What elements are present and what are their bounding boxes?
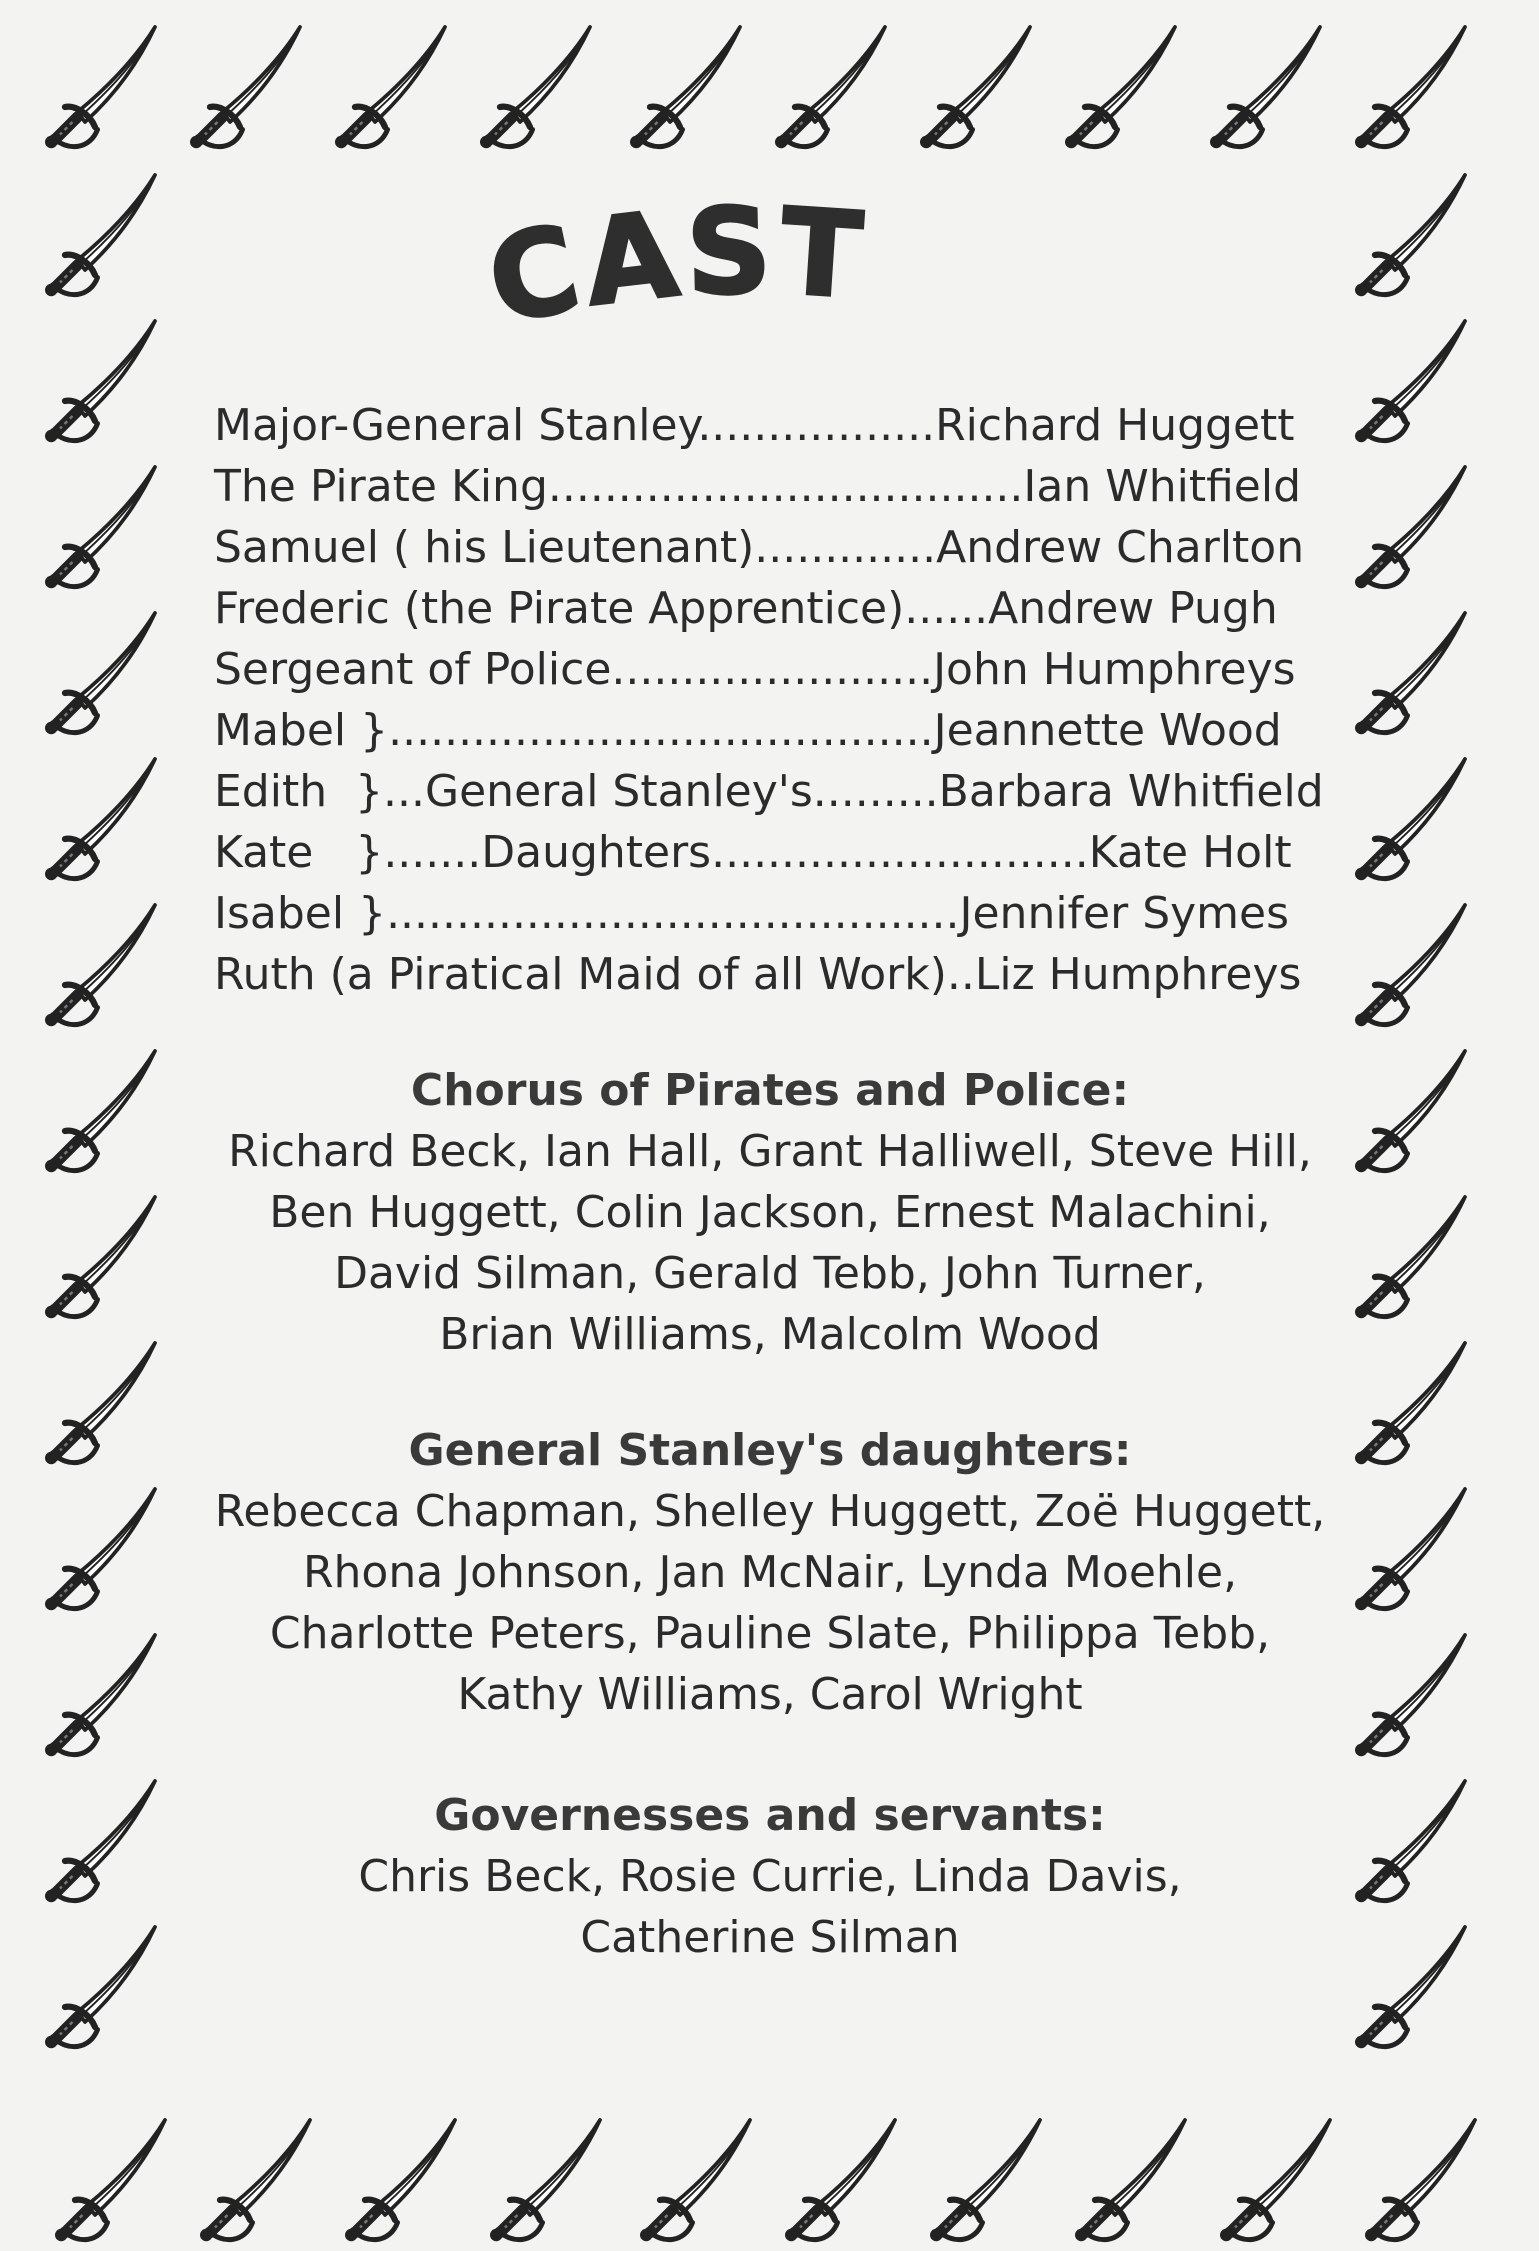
sword-icon xyxy=(335,27,445,148)
sword-icon xyxy=(45,1051,155,1172)
sword-icon xyxy=(1355,1343,1465,1464)
sword-icon xyxy=(1355,1197,1465,1318)
sword-icon xyxy=(920,27,1030,148)
name-line: Rebecca Chapman, Shelley Huggett, Zoë Huggett, xyxy=(214,1486,1326,1537)
sword-icon xyxy=(200,2120,310,2241)
cast-line: Isabel }.........................................Jennifer Symes xyxy=(214,888,1290,939)
sword-icon xyxy=(55,2120,165,2241)
sword-icon xyxy=(1355,27,1465,148)
sword-icon xyxy=(1355,1489,1465,1610)
chorus-section xyxy=(190,1060,1350,1365)
sword-icon xyxy=(45,759,155,880)
sword-icon xyxy=(1355,1635,1465,1756)
sword-icon xyxy=(1355,467,1465,588)
cast-line: Ruth (a Piratical Maid of all Work)..Liz Humphreys xyxy=(214,949,1302,1000)
governesses-section xyxy=(190,1785,1350,1968)
sword-icon xyxy=(45,1197,155,1318)
cast-title xyxy=(0,185,1539,355)
svg-text:CAST xyxy=(477,185,872,351)
sword-icon xyxy=(45,1343,155,1464)
cast-line: Samuel ( his Lieutenant).............Andrew Charlton xyxy=(214,522,1305,573)
name-line: Kathy Williams, Carol Wright xyxy=(457,1669,1083,1720)
sword-icon xyxy=(1355,1927,1465,2048)
cast-line: Major-General Stanley.................Richard Huggett xyxy=(214,400,1295,451)
sword-icon xyxy=(1210,27,1320,148)
cast-line: Sergeant of Police.......................John Humphreys xyxy=(214,644,1296,695)
daughters-section xyxy=(190,1420,1350,1725)
sword-icon xyxy=(480,27,590,148)
sword-icon xyxy=(45,613,155,734)
sword-icon xyxy=(45,1927,155,2048)
sword-icon xyxy=(1220,2120,1330,2241)
sword-icon xyxy=(45,467,155,588)
sword-icon xyxy=(1365,2120,1475,2241)
sword-icon xyxy=(45,27,155,148)
sword-icon xyxy=(190,27,300,148)
sword-icon xyxy=(345,2120,455,2241)
name-line: Ben Huggett, Colin Jackson, Ernest Malachini, xyxy=(269,1187,1271,1238)
section-heading: Governesses and servants: xyxy=(434,1790,1106,1841)
sword-icon xyxy=(1355,759,1465,880)
sword-icon xyxy=(45,905,155,1026)
sword-icon xyxy=(45,1489,155,1610)
name-line: Brian Williams, Malcolm Wood xyxy=(439,1309,1101,1360)
section-heading: General Stanley's daughters: xyxy=(408,1425,1132,1476)
cast-line: Mabel }.......................................Jeannette Wood xyxy=(214,705,1282,756)
principal-cast-list xyxy=(214,395,1324,1005)
name-line: Richard Beck, Ian Hall, Grant Halliwell, Steve Hill, xyxy=(228,1126,1312,1177)
name-line: Charlotte Peters, Pauline Slate, Philippa Tebb, xyxy=(269,1608,1271,1659)
sword-icon xyxy=(775,27,885,148)
sword-icon xyxy=(630,27,740,148)
name-line: Catherine Silman xyxy=(580,1912,960,1963)
sword-icon xyxy=(1355,1781,1465,1902)
name-line: Chris Beck, Rosie Currie, Linda Davis, xyxy=(358,1851,1182,1902)
name-line: David Silman, Gerald Tebb, John Turner, xyxy=(334,1248,1206,1299)
sword-icon xyxy=(640,2120,750,2241)
sword-icon xyxy=(1355,1051,1465,1172)
sword-icon xyxy=(1075,2120,1185,2241)
cast-line: Frederic (the Pirate Apprentice)......Andrew Pugh xyxy=(214,583,1278,634)
sword-icon xyxy=(1355,905,1465,1026)
cast-line: Edith }...General Stanley's.........Barbara Whitfield xyxy=(214,766,1324,817)
sword-icon xyxy=(45,1781,155,1902)
sword-icon xyxy=(785,2120,895,2241)
sword-icon xyxy=(45,1635,155,1756)
cast-line: The Pirate King..................................Ian Whitfield xyxy=(214,461,1302,512)
name-line: Rhona Johnson, Jan McNair, Lynda Moehle, xyxy=(302,1547,1238,1598)
cast-line: Kate }.......Daughters...........................Kate Holt xyxy=(214,827,1292,878)
sword-icon xyxy=(1355,613,1465,734)
title-text: CAST xyxy=(476,185,872,352)
sword-icon xyxy=(1065,27,1175,148)
section-heading: Chorus of Pirates and Police: xyxy=(410,1065,1130,1116)
sword-icon xyxy=(490,2120,600,2241)
sword-icon xyxy=(930,2120,1040,2241)
